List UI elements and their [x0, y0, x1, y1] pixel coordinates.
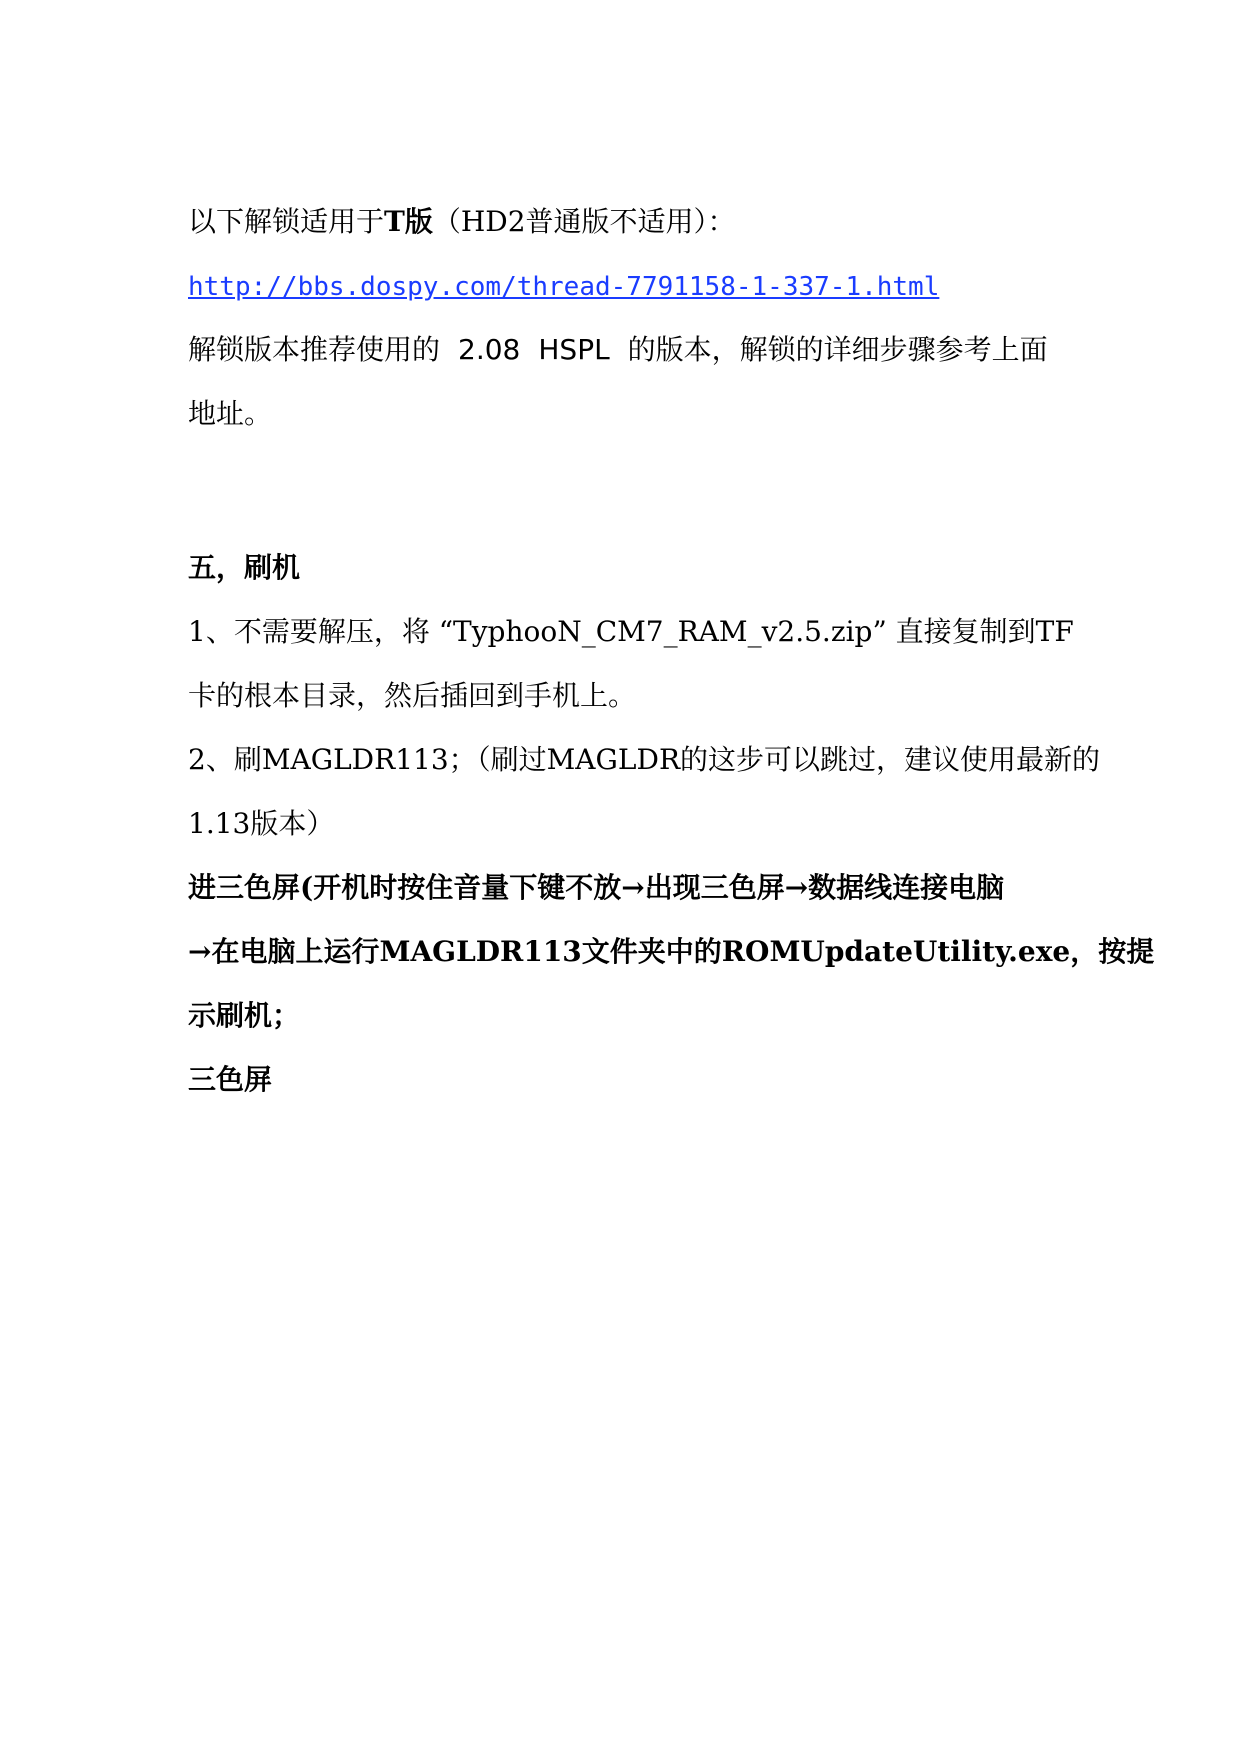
unlock-note-suffix: 的版本，解锁的详细步骤参考上面: [627, 333, 1048, 366]
step2-text-2: 1.13版本）: [188, 807, 335, 840]
thread-link[interactable]: http://bbs.dospy.com/thread-7791158-1-337-1.html: [188, 272, 940, 302]
instructions-text-2: →在电脑上运行MAGLDR113文件夹中的ROMUpdateUtility.exe，按提: [188, 935, 1155, 968]
section-heading-text: 五，刷机: [188, 551, 301, 584]
intro-suffix: （HD2普通版不适用）：: [432, 205, 736, 238]
step1-line-2: [188, 664, 1068, 728]
caption-text: 三色屏: [188, 1063, 273, 1096]
intro-prefix: 以下解锁适用于: [188, 205, 385, 238]
instructions-line-2: [188, 920, 1155, 984]
unlock-note-end: 地址。: [188, 397, 273, 430]
unlock-version: 2.08: [458, 333, 521, 366]
instructions-line-3: [188, 984, 1068, 1048]
step1-line-1: [188, 600, 1074, 664]
step2-line-1: [188, 728, 1101, 792]
section-spacing: [188, 446, 1068, 536]
instructions-text-3: 示刷机；: [188, 999, 301, 1032]
instructions-text-1: 进三色屏(开机时按住音量下键不放→出现三色屏→数据线连接电脑: [188, 871, 1005, 904]
intro-bold-version: T版: [384, 205, 433, 238]
link-line: [188, 254, 1068, 318]
unlock-hspl: HSPL: [538, 333, 610, 366]
document-page: [188, 190, 1155, 1112]
step2-line-2: [188, 792, 1068, 856]
step2-text-1: 2、刷MAGLDR113；（刷过MAGLDR的这步可以跳过，建议使用最新的: [188, 743, 1101, 776]
unlock-note-line-1: [188, 318, 1068, 382]
unlock-note-line-2: [188, 382, 1068, 446]
unlock-note-prefix: 解锁版本推荐使用的: [188, 333, 441, 366]
instructions-line-1: [188, 856, 1068, 920]
caption-line: [188, 1048, 1068, 1112]
step1-text-2: 卡的根本目录，然后插回到手机上。: [188, 679, 637, 712]
step1-text-1: 1、不需要解压，将 “TyphooN_CM7_RAM_v2.5.zip” 直接复制到TF: [188, 615, 1074, 648]
section-heading: [188, 536, 1068, 600]
intro-line: [188, 190, 1068, 254]
